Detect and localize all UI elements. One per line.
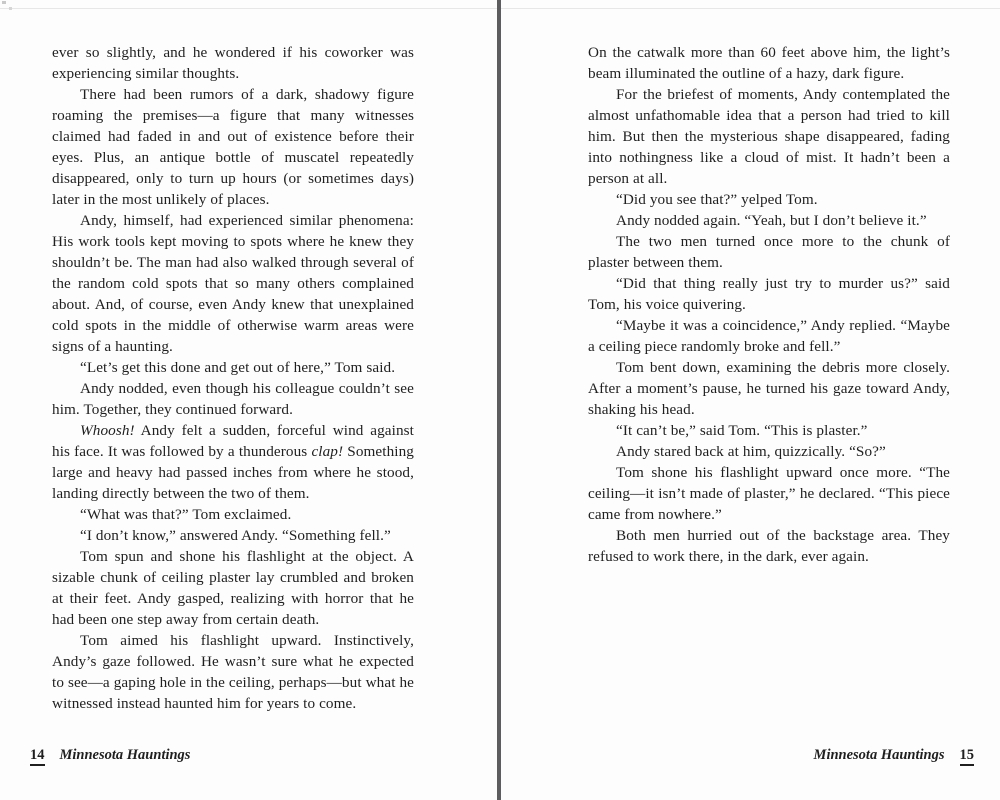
left-page-number: 14	[30, 748, 45, 766]
paragraph	[588, 315, 950, 357]
paragraph	[588, 357, 950, 420]
text-run: There had been rumors of a dark, shadowy figure roaming the premises—a figure that many witnesses claimed had faded in and out of existence before their eyes. Plus, an antique bottle of muscatel repeatedly disappeared, only to turn up hours (or sometimes days) later in the most unlikely of places.	[52, 86, 414, 208]
paragraph	[588, 525, 950, 567]
right-page-text-column	[588, 42, 950, 567]
italic-run: Whoosh!	[80, 422, 135, 439]
paragraph	[52, 630, 414, 714]
left-page	[0, 0, 497, 800]
text-run: Tom spun and shone his flashlight at the object. A sizable chunk of ceiling plaster lay crumbled and broken at their feet. Andy gasped, realizing with horror that he had been one step away from certain death.	[52, 548, 414, 628]
text-run: Andy stared back at him, quizzically. “So?”	[616, 443, 886, 460]
text-run: “Let’s get this done and get out of here,” Tom said.	[80, 359, 396, 376]
paragraph	[52, 420, 414, 504]
text-run: ever so slightly, and he wondered if his coworker was experiencing similar thoughts.	[52, 44, 414, 82]
text-run: “Did you see that?” yelped Tom.	[616, 191, 818, 208]
paragraph	[588, 462, 950, 525]
paragraph	[52, 357, 414, 378]
right-page	[501, 0, 1000, 800]
text-run: “What was that?” Tom exclaimed.	[80, 506, 292, 523]
text-run: “It can’t be,” said Tom. “This is plaster.”	[616, 422, 868, 439]
paragraph	[588, 273, 950, 315]
paragraph	[52, 42, 414, 84]
text-run: Both men hurried out of the backstage area. They refused to work there, in the dark, ever again.	[588, 527, 950, 565]
text-run: Tom shone his flashlight upward once more. “The ceiling—it isn’t made of plaster,” he declared. “This piece came from nowhere.”	[588, 464, 950, 523]
paragraph	[588, 210, 950, 231]
text-run: Something large and heavy had passed inches from where he stood, landing directly between the two of them.	[52, 443, 414, 502]
running-title: Minnesota Hauntings	[59, 747, 191, 763]
paragraph	[52, 504, 414, 525]
text-run: On the catwalk more than 60 feet above him, the light’s beam illuminated the outline of a hazy, dark figure.	[588, 44, 950, 82]
text-run: For the briefest of moments, Andy contemplated the almost unfathomable idea that a person had tried to kill him. But then the mysterious shape disappeared, fading into nothingness like a cloud of mist. It hadn’t been a person at all.	[588, 86, 950, 187]
left-page-text-column	[52, 42, 414, 714]
left-page-footer	[30, 746, 190, 766]
text-run: The two men turned once more to the chunk of plaster between them.	[588, 233, 950, 271]
running-title: Minnesota Hauntings	[813, 747, 945, 763]
paragraph	[52, 84, 414, 210]
text-run: Andy, himself, had experienced similar phenomena: His work tools kept moving to spots where he knew they shouldn’t be. The man had also walked through several of the random cold spots that so many others complained about. And, of course, even Andy knew that unexplained cold spots in the middle of otherwise warm areas were signs of a haunting.	[52, 212, 414, 355]
paragraph	[588, 42, 950, 84]
italic-run: clap!	[311, 443, 344, 460]
paragraph	[52, 378, 414, 420]
paragraph	[588, 84, 950, 189]
paragraph	[588, 189, 950, 210]
text-run: “Did that thing really just try to murder us?” said Tom, his voice quivering.	[588, 275, 950, 313]
text-run: Andy felt a sudden, forceful wind against his face. It was followed by a thunderous	[52, 422, 414, 460]
text-run: Tom aimed his flashlight upward. Instinctively, Andy’s gaze followed. He wasn’t sure what he expected to see—a gaping hole in the ceiling, perhaps—but what he witnessed instead haunted him for years to come.	[52, 632, 414, 712]
right-page-footer	[814, 746, 974, 766]
paragraph	[588, 441, 950, 462]
text-run: Tom bent down, examining the debris more closely. After a moment’s pause, he turned his gaze toward Andy, shaking his head.	[588, 359, 950, 418]
paragraph	[588, 231, 950, 273]
text-run: Andy nodded, even though his colleague couldn’t see him. Together, they continued forward.	[52, 380, 414, 418]
paragraph	[52, 546, 414, 630]
text-run: “Maybe it was a coincidence,” Andy replied. “Maybe a ceiling piece randomly broke and fell.”	[588, 317, 950, 355]
paragraph	[52, 525, 414, 546]
text-run: Andy nodded again. “Yeah, but I don’t believe it.”	[616, 212, 927, 229]
right-page-number: 15	[960, 748, 975, 766]
paragraph	[588, 420, 950, 441]
paragraph	[52, 210, 414, 357]
text-run: “I don’t know,” answered Andy. “Something fell.”	[80, 527, 391, 544]
